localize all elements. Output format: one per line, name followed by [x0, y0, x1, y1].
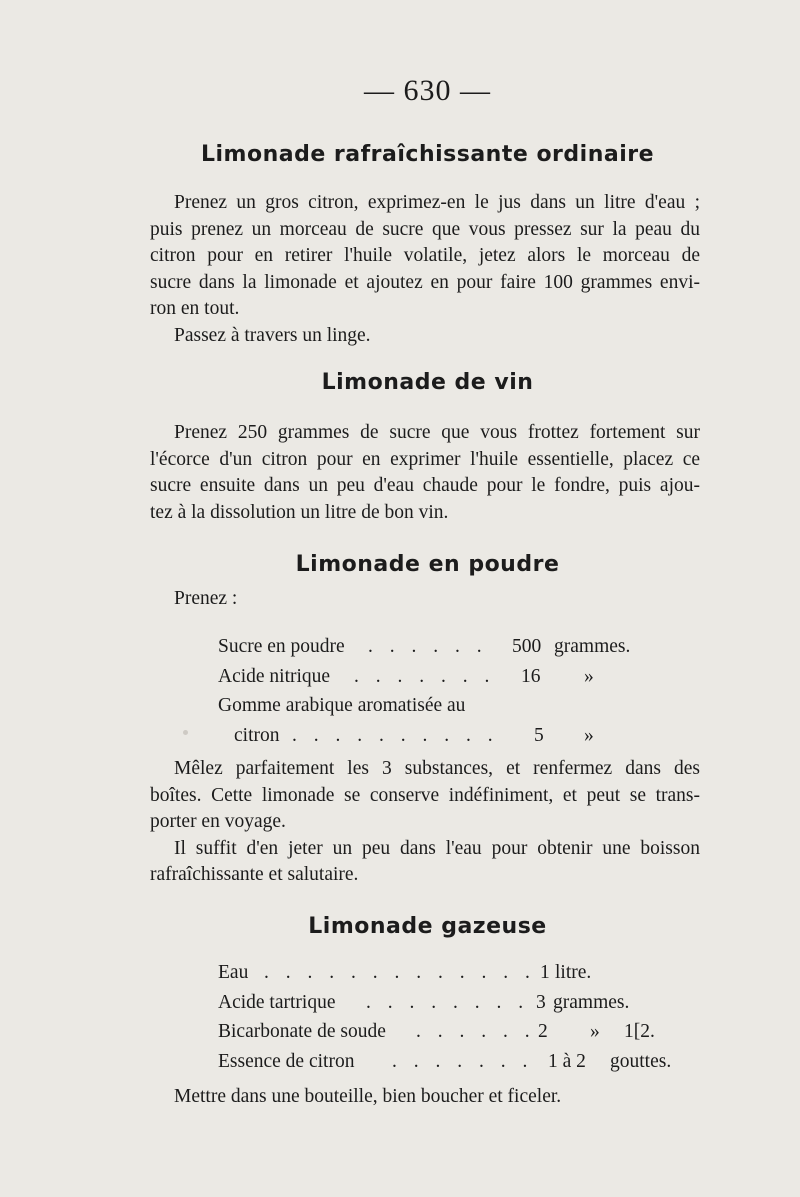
text-line: tez à la dissolution un litre de bon vin.: [150, 501, 449, 523]
section-title-limonade-gazeuse: Limonade gazeuse: [308, 914, 547, 939]
ingredient-unit: grammes.: [553, 991, 630, 1013]
text-line: citron pour en retirer l'huile volatile, jetez alors le morceau de: [150, 245, 700, 266]
text-line: l'écorce d'un citron pour en exprimer l'huile essentielle, placez ce: [150, 448, 700, 470]
ingredient-quantity: 1 à 2: [548, 1050, 586, 1072]
leader-dots: . . . . . . . . . .: [292, 724, 499, 746]
text-line: Mettre dans une bouteille, bien boucher et ficeler.: [174, 1086, 562, 1107]
text-line: sucre ensuite dans un peu d'eau chaude pour le fondre, puis ajou-: [150, 475, 700, 496]
section-title-limonade-de-vin: Limonade de vin: [321, 370, 534, 395]
ingredient-name: Acide tartrique: [218, 991, 336, 1013]
leader-dots: . . . . . .: [416, 1021, 536, 1042]
ingredient-quantity: 16: [521, 665, 541, 687]
section-body-limonade-de-vin: [150, 420, 700, 526]
text-line: Prenez 250 grammes de sucre que vous frottez fortement sur: [174, 422, 700, 443]
ingredient-name: Eau: [218, 962, 249, 983]
leader-dots: . . . . . . .: [354, 665, 496, 687]
ingredient-fraction: 1[2.: [624, 1021, 655, 1042]
ingredient-name: Bicarbonate de soude: [218, 1021, 386, 1042]
leader-dots: . . . . . . .: [392, 1050, 534, 1072]
prenez-intro: [150, 586, 700, 613]
ingredient-quantity: 1: [540, 962, 550, 983]
text-line: Prenez un gros citron, exprimez-en le jus dans un litre d'eau ;: [174, 192, 700, 213]
ingredient-unit: »: [590, 1021, 600, 1042]
leader-dots: . . . . . . . . . . . . .: [264, 962, 536, 983]
text-line: Il suffit d'en jeter un peu dans l'eau pour obtenir une boisson: [174, 837, 700, 859]
ingredient-unit: gouttes.: [610, 1050, 672, 1072]
leader-dots: . . . . . .: [368, 636, 488, 657]
ingredient-unit: litre.: [555, 962, 592, 983]
ingredient-quantity: 500: [512, 636, 542, 657]
section-title-limonade-en-poudre: Limonade en poudre: [295, 552, 560, 577]
page-number: — 630 —: [364, 74, 491, 107]
ingredient-unit: »: [584, 724, 594, 746]
text-line: rafraîchissante et salutaire.: [150, 864, 359, 885]
ingredient-name: citron: [234, 724, 280, 746]
text-line: boîtes. Cette limonade se conserve indéfiniment, et peut se trans-: [150, 784, 700, 806]
text-line: ron en tout.: [150, 298, 240, 319]
ingredient-name: Essence de citron: [218, 1050, 355, 1072]
ingredient-quantity: 2: [538, 1021, 548, 1042]
text-line: Mêlez parfaitement les 3 substances, et renfermez dans des: [174, 758, 700, 779]
closing-instruction: [150, 1084, 700, 1111]
ingredient-quantity: 5: [534, 724, 544, 746]
ingredient-name: Gomme arabique aromatisée au: [218, 695, 466, 716]
ingredient-name: Sucre en poudre: [218, 636, 345, 657]
text-line: Prenez :: [174, 588, 238, 609]
ingredient-name: Acide nitrique: [218, 665, 331, 687]
ingredient-unit: grammes.: [554, 636, 631, 657]
ingredient-unit: »: [584, 665, 594, 687]
paper-spot: [183, 730, 188, 735]
leader-dots: . . . . . . . .: [366, 991, 530, 1013]
ingredient-quantity: 3: [536, 991, 546, 1013]
text-line: porter en voyage.: [150, 811, 286, 832]
section-title-limonade-rafraichissante: Limonade rafraîchissante ordinaire: [200, 142, 655, 167]
text-line: Passez à travers un linge.: [174, 324, 371, 346]
text-line: sucre dans la limonade et ajoutez en pour faire 100 grammes envi-: [150, 271, 700, 293]
section-body-limonade-rafraichissante: [150, 190, 700, 349]
section-body-limonade-en-poudre: [150, 756, 700, 889]
text-line: puis prenez un morceau de sucre que vous pressez sur la peau du: [150, 218, 700, 240]
